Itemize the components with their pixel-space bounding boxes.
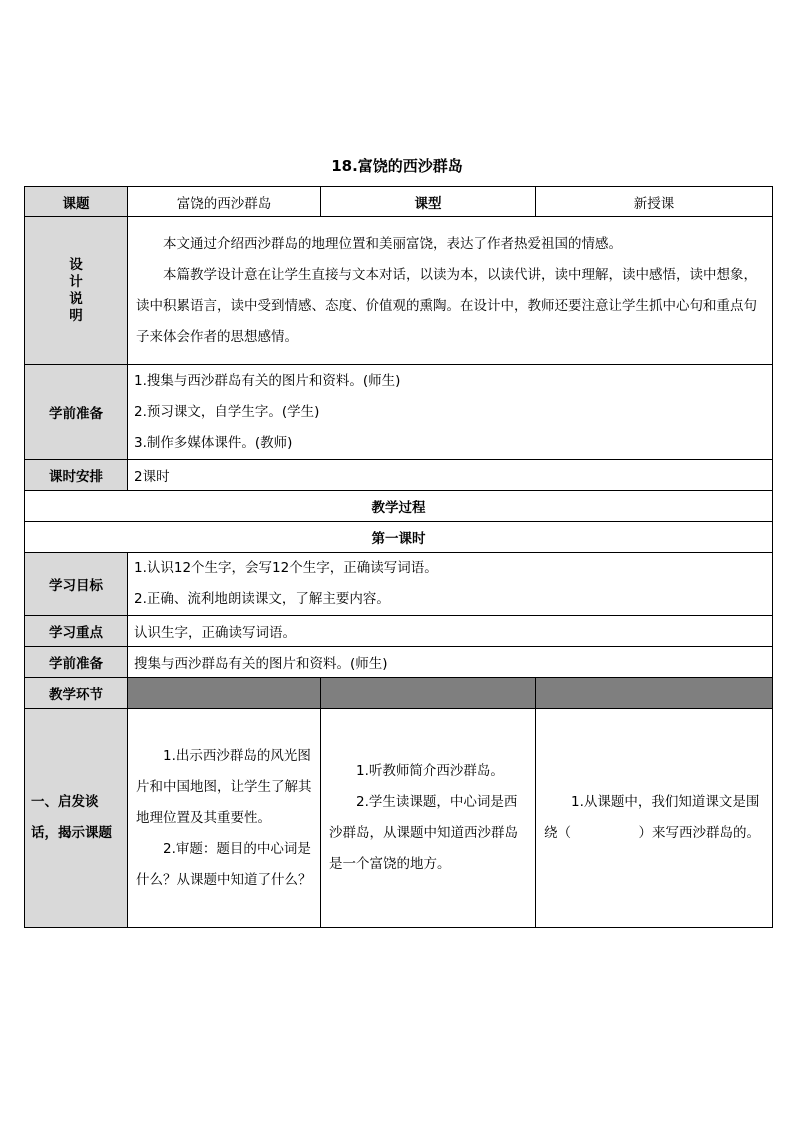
- step1-practice-item-1: 1.从课题中，我们知道课文是围绕（ ）来写西沙群岛的。: [544, 794, 760, 841]
- row-schedule: [25, 460, 773, 491]
- steps-header-student-cell: [321, 678, 536, 709]
- lesson-plan-table: [24, 186, 773, 928]
- row-goals: [25, 553, 773, 616]
- lesson-header: 第一课时: [25, 522, 773, 553]
- schedule-value: 2课时: [128, 460, 773, 491]
- page-title: 18.富饶的西沙群岛: [331, 157, 463, 175]
- steps-label: 教学环节: [25, 678, 128, 709]
- focus-value: 认识生字，正确读写词语。: [128, 616, 773, 647]
- design-paragraph-1: 本文通过介绍西沙群岛的地理位置和美丽富饶，表达了作者热爱祖国的情感。: [163, 235, 622, 252]
- design-label: [25, 217, 128, 365]
- prep-item-2: 2.预习课文，自学生字。(学生): [134, 403, 320, 420]
- goal-item-2: 2.正确、流利地朗读课文，了解主要内容。: [134, 591, 390, 607]
- goal-item-1: 1.认识12个生字，会写12个生字，正确读写词语。: [134, 560, 438, 576]
- step1-name: 一、启发谈话，揭示课题: [25, 709, 128, 928]
- type-value: 新授课: [536, 187, 773, 217]
- type-label: 课型: [321, 187, 536, 217]
- prep-label: 学前准备: [25, 365, 128, 460]
- goals-content: [128, 553, 773, 616]
- row-lesson-header: [25, 522, 773, 553]
- row-prep2: [25, 647, 773, 678]
- design-paragraph-2: 本篇教学设计意在让学生直接与文本对话，以读为本，以读代讲，读中理解，读中感悟，读中想象，读中积累语言，读中受到情感、态度、价值观的熏陶。在设计中，教师还要注意让学生抓中心句和重点句子来体会作者的思想感情。: [136, 266, 757, 345]
- row-topic: [25, 187, 773, 217]
- goals-label: 学习目标: [25, 553, 128, 616]
- steps-header-teacher-cell: [128, 678, 321, 709]
- row-step1: [25, 709, 773, 928]
- row-process-header: [25, 491, 773, 522]
- prep-content: [128, 365, 773, 460]
- step1-teacher: [128, 709, 321, 928]
- design-label-text: 设计说明: [69, 256, 83, 324]
- row-steps-header: [25, 678, 773, 709]
- step1-teacher-item-2: 2.审题：题目的中心词是什么？从课题中知道了什么？: [136, 840, 312, 888]
- step1-practice: [536, 709, 773, 928]
- row-focus: [25, 616, 773, 647]
- schedule-label: 课时安排: [25, 460, 128, 491]
- prep-item-3: 3.制作多媒体课件。(教师): [134, 434, 293, 451]
- step1-teacher-item-1: 1.出示西沙群岛的风光图片和中国地图，让学生了解其地理位置及其重要性。: [136, 747, 312, 826]
- focus-label: 学习重点: [25, 616, 128, 647]
- topic-value: 富饶的西沙群岛: [128, 187, 321, 217]
- process-header: 教学过程: [25, 491, 773, 522]
- row-prep: [25, 365, 773, 460]
- steps-header-practice-cell: [536, 678, 773, 709]
- step1-student: [321, 709, 536, 928]
- step1-student-item-1: 1.听教师简介西沙群岛。: [356, 763, 504, 779]
- step1-student-item-2: 2.学生读课题，中心词是西沙群岛，从课题中知道西沙群岛是一个富饶的地方。: [329, 794, 518, 872]
- row-design: [25, 217, 773, 365]
- prep2-label: 学前准备: [25, 647, 128, 678]
- prep2-value: 搜集与西沙群岛有关的图片和资料。(师生): [128, 647, 773, 678]
- topic-label: 课题: [25, 187, 128, 217]
- design-content: [128, 217, 773, 365]
- prep-item-1: 1.搜集与西沙群岛有关的图片和资料。(师生): [134, 372, 401, 389]
